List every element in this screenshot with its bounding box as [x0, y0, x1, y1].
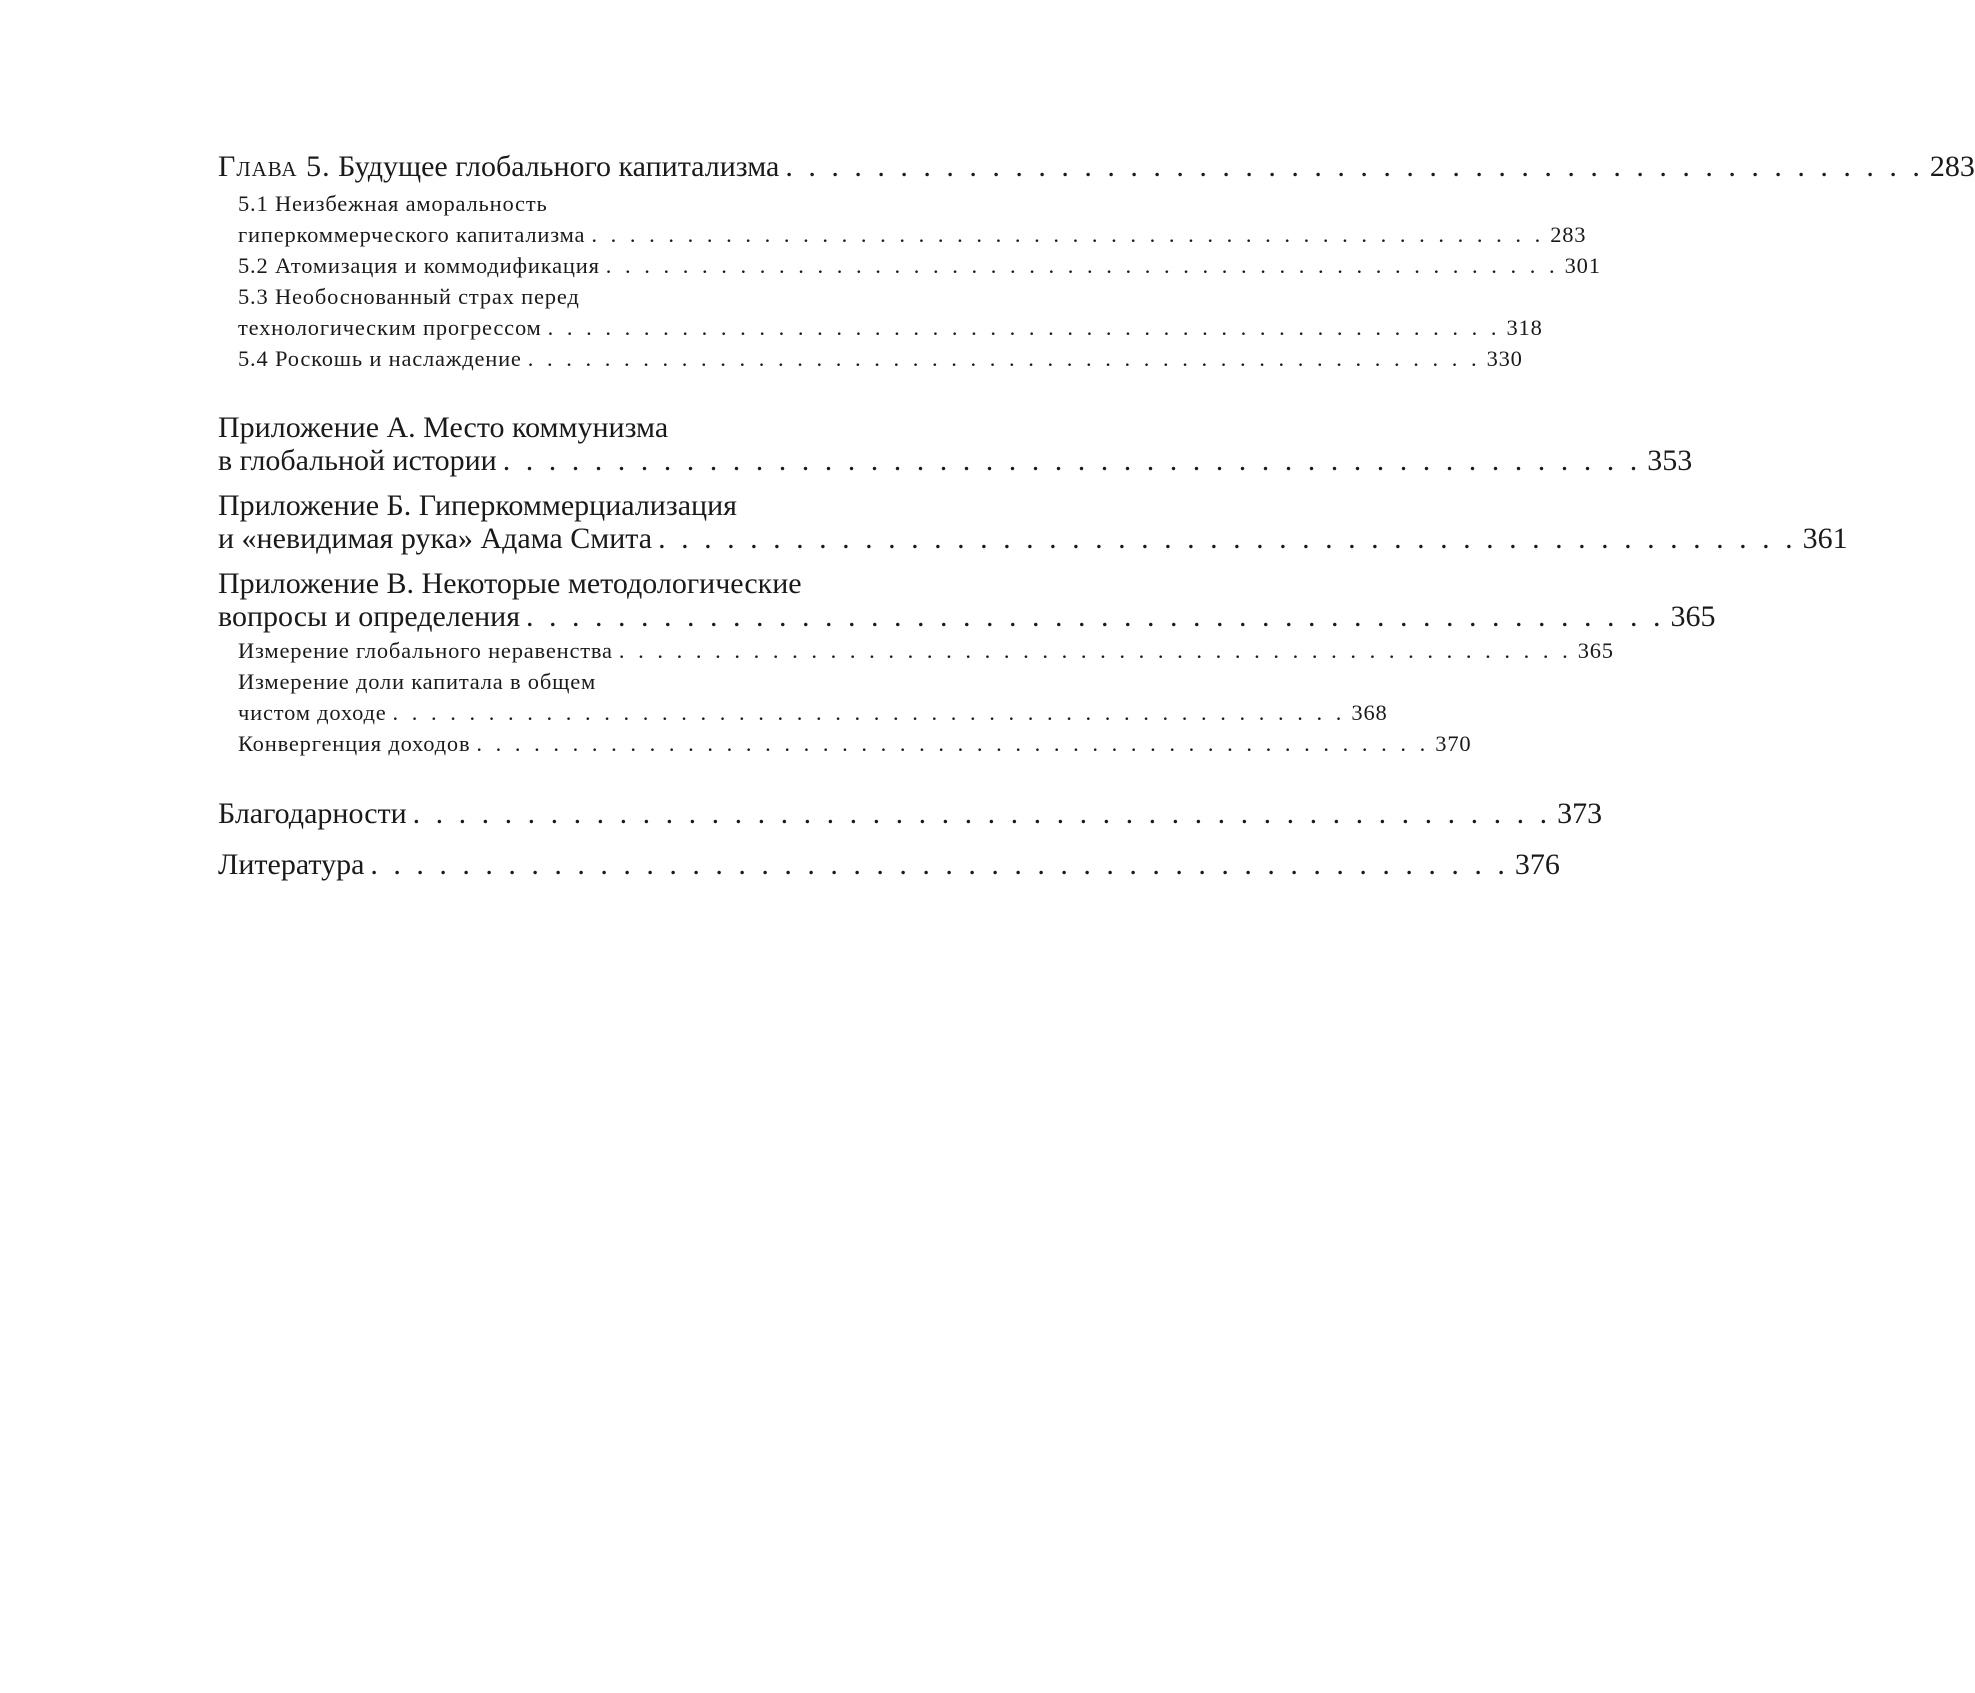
dot-leader: . . . . . . . . . . . . . . . . . . . . . . . . . . . . . . . . . . . . . . . . . . . . . . . . . . [785, 150, 1924, 183]
page-number: 353 [1647, 444, 1693, 477]
toc-entry-title: 5.4 Роскошь и наслаждение [238, 346, 522, 371]
page-number: 301 [1564, 253, 1601, 278]
page-number: 365 [1577, 638, 1614, 663]
toc-entry-title-line2: технологическим прогрессом [238, 315, 542, 340]
page-number: 365 [1670, 600, 1716, 633]
toc-entry-title-line1: Приложение В. Некоторые методологические [218, 567, 802, 600]
toc-entry-income-convergence[interactable] [218, 728, 1472, 759]
toc-entry-title: 5.2 Атомизация и коммодификация [238, 253, 600, 278]
toc-entry-title-line1: 5.3 Необоснованный страх перед [238, 284, 580, 309]
toc-entry-title-line1: Приложение Б. Гиперкоммерциализация [218, 489, 737, 522]
toc-entry-title: Измерение глобального неравенства [238, 638, 613, 663]
table-of-contents [218, 150, 1975, 881]
chapter-prefix: Глава 5. [218, 150, 331, 183]
toc-entry-chapter-5[interactable] [218, 150, 1975, 183]
toc-entry-acknowledgements[interactable] [218, 797, 1603, 830]
page-number: 330 [1486, 346, 1523, 371]
toc-entry-appendix-a[interactable] [218, 411, 1693, 477]
toc-entry-title: Литература [218, 848, 365, 881]
toc-entry-section-5-2[interactable] [218, 250, 1601, 281]
page-number: 376 [1514, 848, 1560, 881]
toc-entry-title-line1: 5.1 Неизбежная аморальность [238, 191, 548, 216]
toc-entry-capital-share[interactable] [218, 666, 1388, 728]
toc-entry-section-5-1[interactable] [218, 188, 1587, 250]
toc-entry-title-line2: в глобальной истории [218, 444, 497, 477]
dot-leader: . . . . . . . . . . . . . . . . . . . . . . . . . . . . . . . . . . . . . . . . . . . . . . . . . . [618, 638, 1572, 663]
toc-entry-title: Благодарности [218, 797, 407, 830]
page-number: 370 [1435, 731, 1472, 756]
toc-entry-title-line2: чистом доходе [238, 700, 387, 725]
dot-leader: . . . . . . . . . . . . . . . . . . . . . . . . . . . . . . . . . . . . . . . . . . . . . . . . . . [547, 315, 1501, 340]
page-number: 318 [1506, 315, 1543, 340]
toc-entry-title-line1: Измерение доли капитала в общем [238, 669, 597, 694]
dot-leader: . . . . . . . . . . . . . . . . . . . . . . . . . . . . . . . . . . . . . . . . . . . . . . . . . . [526, 600, 1665, 633]
toc-entry-section-5-3[interactable] [218, 281, 1543, 343]
dot-leader: . . . . . . . . . . . . . . . . . . . . . . . . . . . . . . . . . . . . . . . . . . . . . . . . . . [658, 522, 1797, 555]
dot-leader: . . . . . . . . . . . . . . . . . . . . . . . . . . . . . . . . . . . . . . . . . . . . . . . . . . [392, 700, 1346, 725]
toc-entry-title-line1: Приложение А. Место коммунизма [218, 411, 669, 444]
toc-entry-references[interactable] [218, 848, 1560, 881]
chapter-title: Будущее глобального капитализма [338, 150, 780, 183]
page-number: 283 [1929, 150, 1975, 183]
toc-entry-title-line2: вопросы и определения [218, 600, 521, 633]
dot-leader: . . . . . . . . . . . . . . . . . . . . . . . . . . . . . . . . . . . . . . . . . . . . . . . . . . [591, 222, 1545, 247]
toc-entry-section-5-4[interactable] [218, 343, 1523, 374]
dot-leader: . . . . . . . . . . . . . . . . . . . . . . . . . . . . . . . . . . . . . . . . . . . . . . . . . . [527, 346, 1481, 371]
toc-entry-measuring-global-inequality[interactable] [218, 635, 1614, 666]
toc-entry-title [218, 150, 779, 183]
dot-leader: . . . . . . . . . . . . . . . . . . . . . . . . . . . . . . . . . . . . . . . . . . . . . . . . . . [370, 848, 1509, 881]
dot-leader: . . . . . . . . . . . . . . . . . . . . . . . . . . . . . . . . . . . . . . . . . . . . . . . . . . [476, 731, 1430, 756]
dot-leader: . . . . . . . . . . . . . . . . . . . . . . . . . . . . . . . . . . . . . . . . . . . . . . . . . . [502, 444, 1642, 477]
page-number: 361 [1802, 522, 1848, 555]
dot-leader: . . . . . . . . . . . . . . . . . . . . . . . . . . . . . . . . . . . . . . . . . . . . . . . . . . [412, 797, 1552, 830]
toc-entry-appendix-v[interactable] [218, 567, 1716, 633]
page-number: 283 [1550, 222, 1587, 247]
page-number: 373 [1557, 797, 1603, 830]
page-number: 368 [1351, 700, 1388, 725]
toc-entry-appendix-b[interactable] [218, 489, 1848, 555]
dot-leader: . . . . . . . . . . . . . . . . . . . . . . . . . . . . . . . . . . . . . . . . . . . . . . . . . . [605, 253, 1559, 278]
toc-entry-title: Конвергенция доходов [238, 731, 471, 756]
toc-entry-title-line2: и «невидимая рука» Адама Смита [218, 522, 653, 555]
toc-entry-title-line2: гиперкоммерческого капитализма [238, 222, 586, 247]
